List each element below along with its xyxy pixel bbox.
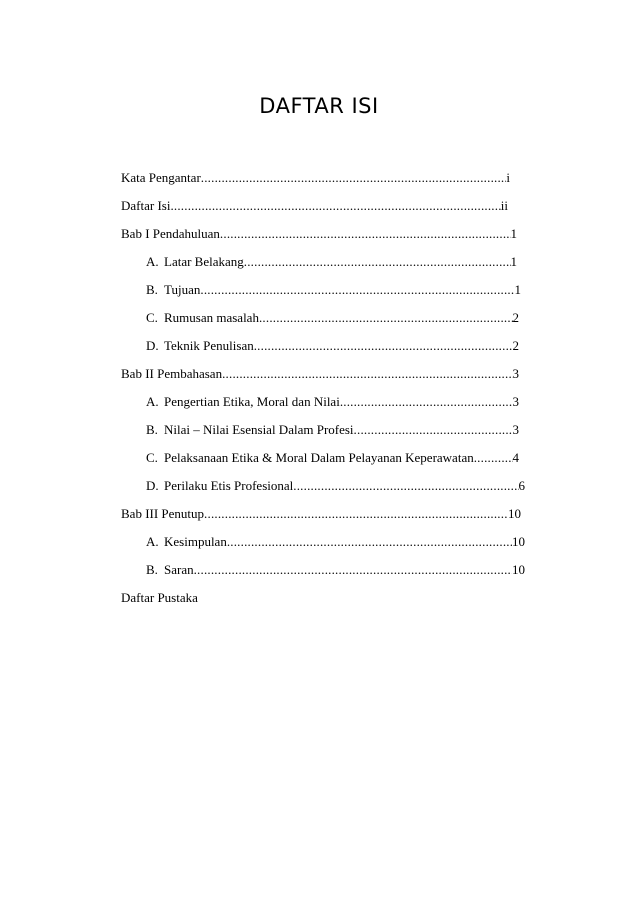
toc-entry-marker: D. <box>146 338 159 353</box>
toc-dot-leader <box>340 394 513 410</box>
toc-entry-marker: D. <box>146 478 159 493</box>
toc-entry-label: Saran <box>164 562 194 577</box>
toc-page-number: i <box>506 170 510 185</box>
toc-entry-bab-3 <box>121 506 521 522</box>
toc-entry-marker: A. <box>146 394 159 409</box>
toc-entry-label: Nilai – Nilai Esensial Dalam Profesi <box>164 422 354 437</box>
toc-entry-marker: C. <box>146 310 158 325</box>
toc-entry-rumusan-masalah <box>146 310 519 326</box>
toc-page-number: 3 <box>512 394 519 409</box>
toc-page-number: 4 <box>512 450 519 465</box>
toc-entry-marker: A. <box>146 534 159 549</box>
toc-entry-marker: A. <box>146 254 159 269</box>
toc-entry-label: Latar Belakang <box>164 254 244 269</box>
toc-entry-marker: B. <box>146 562 158 577</box>
toc-page-number: 1 <box>510 254 517 269</box>
toc-dot-leader <box>474 450 513 466</box>
toc-entry-bab-1 <box>121 226 517 242</box>
toc-page-number: 6 <box>518 478 525 493</box>
toc-entry-teknik-penulisan <box>146 338 519 354</box>
toc-entry-pelaksanaan-etika <box>146 450 519 466</box>
toc-entry-nilai-esensial <box>146 422 519 438</box>
toc-dot-leader <box>194 562 512 578</box>
toc-entry-label: Bab III Penutup <box>121 506 205 521</box>
toc-dot-leader <box>354 422 513 438</box>
toc-entry-label: Perilaku Etis Profesional <box>164 478 294 493</box>
toc-dot-leader <box>201 170 507 186</box>
toc-dot-leader <box>259 310 513 326</box>
page-title: DAFTAR ISI <box>259 94 379 118</box>
toc-entry-daftar-isi <box>121 198 508 214</box>
toc-entry-label: Bab I Pendahuluan <box>121 226 220 241</box>
toc-page-number: 3 <box>512 366 519 381</box>
toc-dot-leader <box>204 506 508 522</box>
toc-entry-kata-pengantar <box>121 170 510 186</box>
toc-page-number: 10 <box>512 562 525 577</box>
toc-dot-leader <box>293 478 518 494</box>
toc-entry-label: Kata Pengantar <box>121 170 201 185</box>
toc-page-number: 3 <box>512 422 519 437</box>
toc-page-number: 2 <box>512 338 519 353</box>
toc-entry-daftar-pustaka <box>121 590 198 606</box>
toc-entry-label: Bab II Pembahasan <box>121 366 223 381</box>
toc-page-number: 10 <box>508 506 521 521</box>
toc-entry-label: Kesimpulan <box>164 534 227 549</box>
toc-entry-kesimpulan <box>146 534 525 550</box>
toc-entry-label: Pengertian Etika, Moral dan Nilai <box>164 394 340 409</box>
toc-entry-tujuan <box>146 282 521 298</box>
toc-entry-saran <box>146 562 525 578</box>
toc-dot-leader <box>222 366 512 382</box>
toc-entry-label: Rumusan masalah <box>164 310 259 325</box>
toc-page-number: 1 <box>514 282 521 297</box>
toc-dot-leader <box>227 534 512 550</box>
toc-entry-label: Daftar Pustaka <box>121 590 198 605</box>
toc-page-number: 1 <box>510 226 517 241</box>
toc-entry-label: Tujuan <box>164 282 201 297</box>
toc-entry-marker: B. <box>146 422 158 437</box>
toc-page-number: 10 <box>512 534 525 549</box>
toc-entry-perilaku-etis <box>146 478 525 494</box>
toc-entry-label: Daftar Isi <box>121 198 171 213</box>
toc-entry-latar-belakang <box>146 254 517 270</box>
toc-entry-pengertian-etika <box>146 394 519 410</box>
toc-page-number: ii <box>500 198 508 213</box>
toc-entry-label: Teknik Penulisan <box>164 338 254 353</box>
toc-dot-leader <box>244 254 511 270</box>
toc-entry-marker: B. <box>146 282 158 297</box>
toc-dot-leader <box>170 198 500 214</box>
toc-entry-marker: C. <box>146 450 158 465</box>
toc-page-number: 2 <box>512 310 519 325</box>
toc-dot-leader <box>220 226 511 242</box>
toc-dot-leader <box>200 282 514 298</box>
toc-entry-label: Pelaksanaan Etika & Moral Dalam Pelayanan Keperawatan <box>164 450 474 465</box>
toc-dot-leader <box>254 338 513 354</box>
toc-entry-bab-2 <box>121 366 519 382</box>
